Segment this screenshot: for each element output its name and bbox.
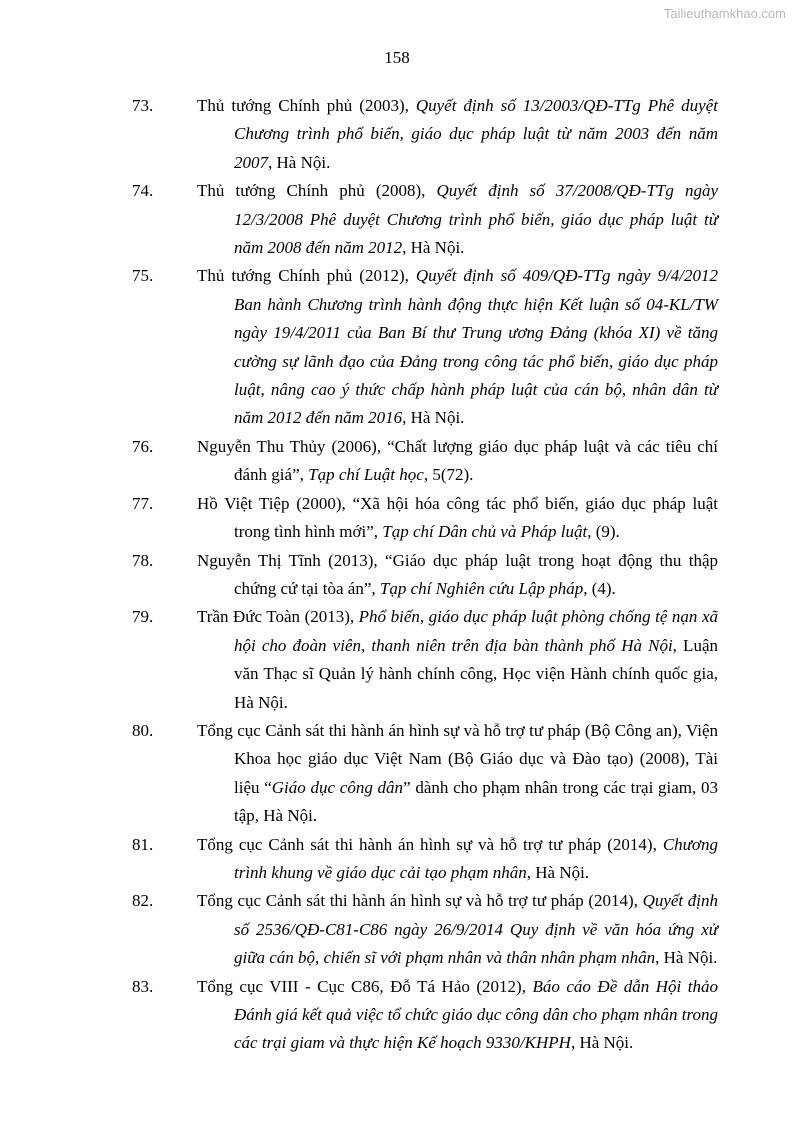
reference-number: 74. [132,181,154,201]
reference-item [120,262,718,432]
page-number: 158 [384,48,410,67]
reference-item [120,92,718,177]
reference-title: Quyết định số 409/QĐ-TTg ngày 9/4/2012 Ban hành Chương trình hành động thực hiện Kết luận số 04-KL/TW ngày 19/4/2011 của Ban Bí thư Trung ương Đảng (khóa XI) về tăng cường sự lãnh đạo của Đảng trong công tác phổ biến, giáo dục pháp luật, nâng cao ý thức chấp hành pháp luật của cán bộ, nhân dân từ năm 2012 đến năm 2016 [234,266,718,428]
reference-title: Quyết định số 37/2008/QĐ-TTg ngày 12/3/2008 Phê duyệt Chương trình phổ biến, giáo dục pháp luật từ năm 2008 đến năm 2012 [234,181,719,258]
reference-segment: Hồ Việt Tiệp (2000), “Xã hội hóa công tác phổ biến, giáo dục pháp luật trong tình hình mới”, [197,493,718,542]
reference-item [120,490,718,547]
reference-text [197,92,718,177]
reference-number: 79. [132,607,154,627]
reference-number: 75. [132,266,154,286]
reference-text [197,603,718,717]
reference-number: 80. [132,720,154,740]
reference-text [197,177,718,262]
reference-segment: Tổng cục Cảnh sát thi hành án hình sự và hỗ trợ tư pháp (2014), [197,834,663,854]
reference-text [197,887,718,972]
reference-number: 78. [132,550,154,570]
reference-number: 76. [132,436,154,456]
reference-segment: , Hà Nội. [268,152,331,172]
reference-segment: , Luận văn Thạc sĩ Quản lý hành chính công, Học viện Hành chính quốc gia, Hà Nội. [234,635,718,712]
reference-text [197,433,718,490]
reference-number: 77. [132,493,154,513]
reference-segment: , Hà Nội. [526,862,590,882]
reference-item [120,717,718,831]
reference-segment: Tổng cục Cảnh sát thi hành án hình sự và hỗ trợ tư pháp (2014), [197,891,643,911]
reference-segment: Trần Đức Toàn (2013), [197,607,359,627]
reference-item [120,433,718,490]
reference-segment: , Hà Nội. [402,408,465,428]
watermark: Tailieuthamkhao.com [663,6,786,21]
reference-segment: Thủ tướng Chính phủ (2008), [197,181,437,201]
reference-segment: Tổng cục VIII - Cục C86, Đỗ Tá Hảo (2012), [197,976,533,996]
reference-item [120,831,718,888]
reference-text [197,717,718,831]
reference-number: 83. [132,976,154,996]
reference-title: Giáo dục công dân [271,777,404,797]
reference-number: 81. [132,834,154,854]
reference-item [120,547,718,604]
reference-segment: Thủ tướng Chính phủ (2003), [197,96,416,115]
reference-text [197,262,718,432]
reference-number: 73. [132,96,154,115]
reference-item [120,177,718,262]
reference-segment: Nguyễn Thị Tĩnh (2013), “Giáo dục pháp luật trong hoạt động thu thập chứng cứ tại tòa án”, [197,550,718,598]
reference-segment: , Hà Nội. [570,1033,634,1053]
reference-text [197,490,718,547]
reference-title: Tạp chí Dân chủ và Pháp luật [382,522,588,542]
reference-title: Tạp chí Nghiên cứu Lập pháp [379,578,584,598]
reference-item [120,887,718,972]
reference-title: Quyết định số 13/2003/QĐ-TTg Phê duyệt Chương trình phổ biến, giáo dục pháp luật từ năm 2003 đến năm 2007 [234,96,718,172]
reference-item [120,603,718,717]
reference-text [197,973,718,1058]
reference-title: Phổ biến, giáo dục pháp luật phòng chống tệ nạn xã hội cho đoàn viên, thanh niên trên địa bàn thành phố Hà Nội [234,607,718,655]
reference-segment: ” dành cho phạm nhân trong các trại giam, 03 tập, Hà Nội. [234,777,718,826]
reference-segment: , Hà Nội. [402,238,465,258]
reference-number: 82. [132,891,154,911]
reference-segment: , (4). [583,578,616,598]
reference-segment: , Hà Nội. [655,948,718,968]
reference-segment: Tổng cục Cảnh sát thi hành án hình sự và hỗ trợ tư pháp (Bộ Công an), Viện Khoa học giáo dục Việt Nam (Bộ Giáo dục và Đào tạo) (2008), Tài liệu “ [197,720,718,797]
reference-text [197,547,718,604]
reference-title: Báo cáo Đề dẫn Hội thảo Đánh giá kết quả việc tổ chức giáo dục công dân cho phạm nhân trong các trại giam và thực hiện Kế hoạch 9330/KHPH [234,976,718,1053]
reference-title: Chương trình khung về giáo dục cải tạo phạm nhân [234,834,718,882]
reference-title: Quyết định số 2536/QĐ-C81-C86 ngày 26/9/2014 Quy định về văn hóa ứng xử giữa cán bộ, chiến sĩ với phạm nhân và thân nhân phạm nhân [234,891,718,968]
reference-text [197,831,718,888]
reference-segment: , 5(72). [423,465,474,485]
reference-segment: Thủ tướng Chính phủ (2012), [197,266,416,286]
reference-segment: Nguyễn Thu Thủy (2006), “Chất lượng giáo dục pháp luật và các tiêu chí đánh giá”, [197,436,718,485]
reference-segment: , (9). [587,522,620,542]
reference-item [120,973,718,1058]
reference-title: Tạp chí Luật học [308,465,424,485]
reference-list [120,92,718,1058]
